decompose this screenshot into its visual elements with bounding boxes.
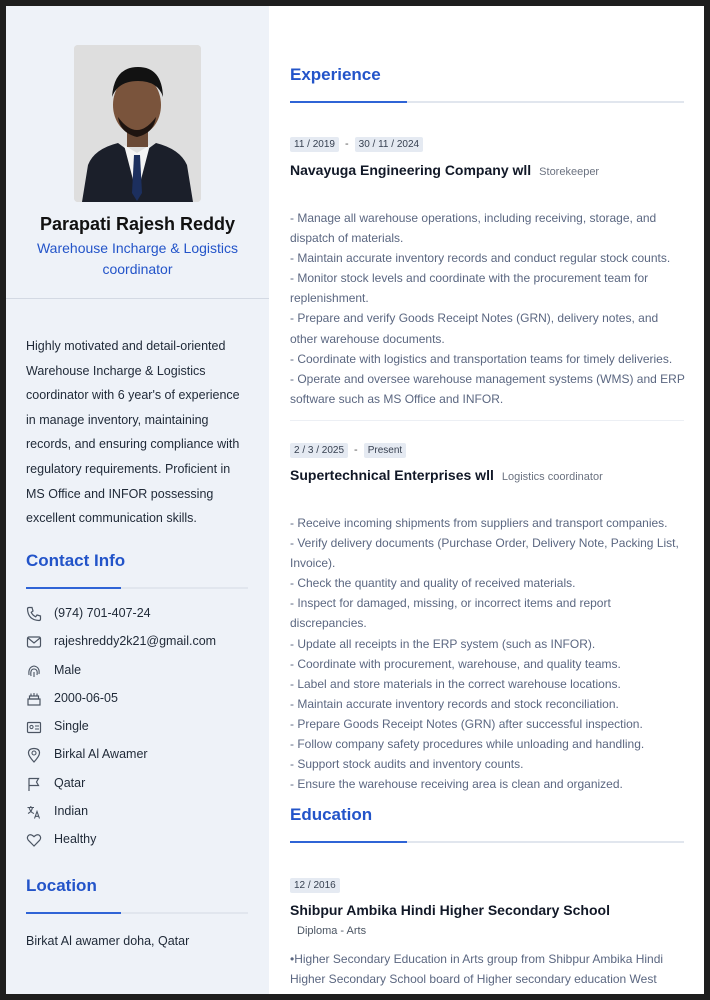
contact-dob bbox=[26, 685, 256, 713]
job-2-duty: - Prepare Goods Receipt Notes (GRN) after successful inspection. bbox=[290, 716, 643, 731]
contact-country bbox=[26, 770, 256, 798]
job-1-start: 11 / 2019 bbox=[290, 137, 339, 152]
candidate-role: Warehouse Incharge & Logistics coordinator bbox=[36, 240, 239, 277]
contact-info-heading: Contact Info bbox=[26, 551, 126, 570]
experience-heading: Experience bbox=[290, 65, 381, 84]
marital-text: Single bbox=[54, 719, 89, 734]
flag-icon bbox=[26, 776, 42, 792]
id-card-icon bbox=[26, 719, 42, 735]
job-2-duty: - Update all receipts in the ERP system (such as INFOR). bbox=[290, 636, 596, 651]
resume-page bbox=[6, 6, 704, 994]
job-2-company: Supertechnical Enterprises wll bbox=[290, 467, 494, 483]
email-text: rajeshreddy2k21@gmail.com bbox=[54, 634, 217, 649]
job-2-dates: 2 / 3 / 2025 - Present bbox=[290, 440, 406, 458]
contact-list bbox=[26, 600, 256, 855]
job-1-duty: - Operate and oversee warehouse management systems (WMS) and ERP software such as MS Office and INFOR. bbox=[290, 371, 685, 406]
job-1-duty: - Monitor stock levels and coordinate with the procurement team for replenishment. bbox=[290, 271, 649, 306]
job-2-header bbox=[290, 467, 603, 483]
job-2-duty: - Receive incoming shipments from suppliers and transport companies. bbox=[290, 516, 668, 530]
job-2-duties bbox=[290, 513, 688, 794]
job-2-duty: - Label and store materials in the correct warehouse locations. bbox=[290, 676, 621, 691]
profile-photo bbox=[74, 45, 201, 202]
location-heading: Location bbox=[26, 876, 97, 895]
country-text: Qatar bbox=[54, 775, 86, 790]
contact-health bbox=[26, 826, 256, 854]
job-1-end: 30 / 11 / 2024 bbox=[355, 137, 423, 152]
contact-email bbox=[26, 628, 256, 656]
education-degree: Diploma - Arts bbox=[297, 925, 367, 937]
job-1-duty: - Manage all warehouse operations, including receiving, storage, and dispatch of materials. bbox=[290, 211, 657, 246]
contact-nationality bbox=[26, 798, 256, 826]
job-1-duty: - Prepare and verify Goods Receipt Notes (GRN), delivery notes, and other warehouse documents. bbox=[290, 311, 659, 346]
job-1-duties bbox=[290, 208, 688, 409]
job-2-position: Logistics coordinator bbox=[501, 471, 603, 483]
job-2-duty: - Follow company safety procedures while unloading and handling. bbox=[290, 737, 645, 752]
job-2-duty: - Support stock audits and inventory counts. bbox=[290, 757, 524, 772]
education-date: 12 / 2016 bbox=[290, 878, 340, 893]
job-2-start: 2 / 3 / 2025 bbox=[290, 443, 348, 458]
job-2-duty: - Maintain accurate inventory records and stock reconciliation. bbox=[290, 696, 619, 711]
phone-icon bbox=[26, 606, 42, 622]
education-heading: Education bbox=[290, 805, 373, 824]
health-text: Healthy bbox=[54, 832, 97, 847]
phone-text: (974) 701-407-24 bbox=[54, 606, 151, 620]
translate-icon bbox=[26, 804, 42, 820]
heart-icon bbox=[26, 832, 42, 848]
experience-rule bbox=[290, 101, 684, 103]
portrait-image bbox=[74, 45, 201, 202]
job-2-duty: - Inspect for damaged, missing, or incorrect items and report discrepancies. bbox=[290, 596, 611, 631]
profile-summary: Highly motivated and detail-oriented Warehouse Incharge & Logistics coordinator with 6 year's of experience in manage inventory, maintaining records, and ensuring compliance with regulatory requirements. Proficient in MS Office and INFOR possessing excellent communication skills. bbox=[26, 339, 240, 526]
fingerprint-icon bbox=[26, 663, 42, 679]
job-1-position: Storekeeper bbox=[539, 166, 600, 178]
candidate-name: Parapati Rajesh Reddy bbox=[39, 214, 236, 234]
education-school: Shibpur Ambika Hindi Higher Secondary School bbox=[290, 902, 610, 918]
contact-rule bbox=[26, 587, 248, 589]
contact-phone bbox=[26, 600, 256, 628]
map-pin-icon bbox=[26, 747, 42, 763]
job-1-dates: 11 / 2019 - 30 / 11 / 2024 bbox=[290, 134, 423, 152]
contact-address bbox=[26, 741, 256, 769]
nationality-text: Indian bbox=[54, 804, 89, 819]
gender-text: Male bbox=[54, 662, 82, 677]
dob-text: 2000-06-05 bbox=[54, 690, 118, 705]
contact-gender bbox=[26, 657, 256, 685]
location-text: Birkat Al awamer doha, Qatar bbox=[26, 934, 190, 948]
address-text: Birkal Al Awamer bbox=[54, 747, 148, 762]
location-rule bbox=[26, 912, 248, 914]
cake-icon bbox=[26, 691, 42, 707]
sidebar bbox=[6, 6, 269, 994]
job-2-duty: - Check the quantity and quality of received materials. bbox=[290, 576, 576, 591]
education-description: •Higher Secondary Education in Arts group from Shibpur Ambika Hindi Higher Secondary School board of Higher secondary education West bbox=[290, 952, 664, 987]
education-date-wrap bbox=[290, 875, 340, 893]
job-1-company: Navayuga Engineering Company wll bbox=[290, 162, 532, 178]
job-separator bbox=[290, 420, 684, 421]
contact-marital bbox=[26, 713, 256, 741]
sidebar-divider bbox=[6, 298, 269, 299]
job-2-end: Present bbox=[364, 443, 406, 458]
job-2-duty: - Verify delivery documents (Purchase Order, Delivery Note, Packing List, Invoice). bbox=[290, 536, 679, 571]
job-2-duty: - Coordinate with procurement, warehouse, and quality teams. bbox=[290, 656, 621, 671]
job-1-duty: - Coordinate with logistics and transportation teams for timely deliveries. bbox=[290, 351, 673, 366]
mail-icon bbox=[26, 634, 42, 650]
main-content bbox=[269, 6, 704, 994]
job-1-header bbox=[290, 162, 599, 178]
education-rule bbox=[290, 841, 684, 843]
job-2-duty: - Ensure the warehouse receiving area is clean and organized. bbox=[290, 777, 623, 792]
job-1-duty: - Maintain accurate inventory records and conduct regular stock counts. bbox=[290, 251, 671, 266]
